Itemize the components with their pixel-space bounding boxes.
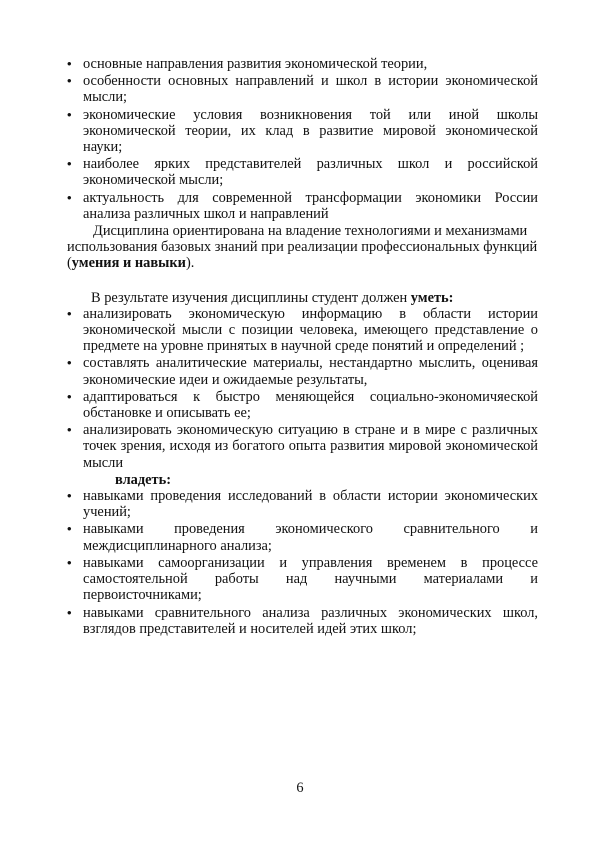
list-item: • анализировать экономическую ситуацию в стране и в мире с различных точек зрения, исходя из богатого опыта развития мировой экономической мысли <box>67 422 538 471</box>
list-item: • адаптироваться к быстро меняющейся социально-экономичяеской обстановке и описывать ее; <box>67 389 538 421</box>
list-item: • составлять аналитические материалы, нестандартно мыслить, оценивая экономические идеи и ожидаемые результаты, <box>67 355 538 387</box>
list-item: • навыками проведения экономического сравнительного и междисциплинарного анализа; <box>67 521 538 553</box>
list-item: • наиболее ярких представителей различных школ и российской экономической мысли; <box>67 156 538 188</box>
bold-term: умения и навыки <box>71 255 186 272</box>
list-item: • актуальность для современной трансформации экономики России анализа различных школ и направлений <box>67 190 538 222</box>
result-text: В результате изучения дисциплины студент должен <box>91 289 411 306</box>
list-item: • навыками проведения исследований в области истории экономических учений; <box>67 488 538 520</box>
list-item: • навыками самоорганизации и управления временем в процессе самостоятельной работы над научными материалами и первоисточниками; <box>67 555 538 604</box>
paragraph-text: Дисциплина ориентирована на владение технологиями и механизмами использования базовых знаний при реализации профессиональных функций ( <box>67 223 538 272</box>
result-paragraph <box>67 290 538 306</box>
abilities-list <box>67 488 538 637</box>
list-item: • особенности основных направлений и школ в истории экономической мысли; <box>67 73 538 105</box>
paragraph-end: ). <box>185 255 195 272</box>
spacer <box>67 272 538 290</box>
knowledge-list <box>67 56 538 222</box>
orientation-paragraph <box>67 223 538 272</box>
list-item: • анализировать экономическую информацию в области истории экономической мысли с позиции человека, имеющего представление о предмете на уровне принятых в научной среде понятий и определений ; <box>67 306 538 355</box>
skill-heading: уметь: <box>410 289 454 306</box>
skills-list <box>67 306 538 471</box>
list-item: • навыками сравнительного анализа различных экономических школ, взглядов представителей и носителей идей этих школ; <box>67 605 538 637</box>
possess-heading: владеть: <box>115 471 171 488</box>
page-content <box>67 56 538 638</box>
list-item: • экономические условия возникновения той или иной школы экономической теории, их клад в развитие мировой экономической науки; <box>67 107 538 156</box>
list-item: • основные направления развития экономической теории, <box>67 56 538 72</box>
page-number: 6 <box>296 780 304 796</box>
